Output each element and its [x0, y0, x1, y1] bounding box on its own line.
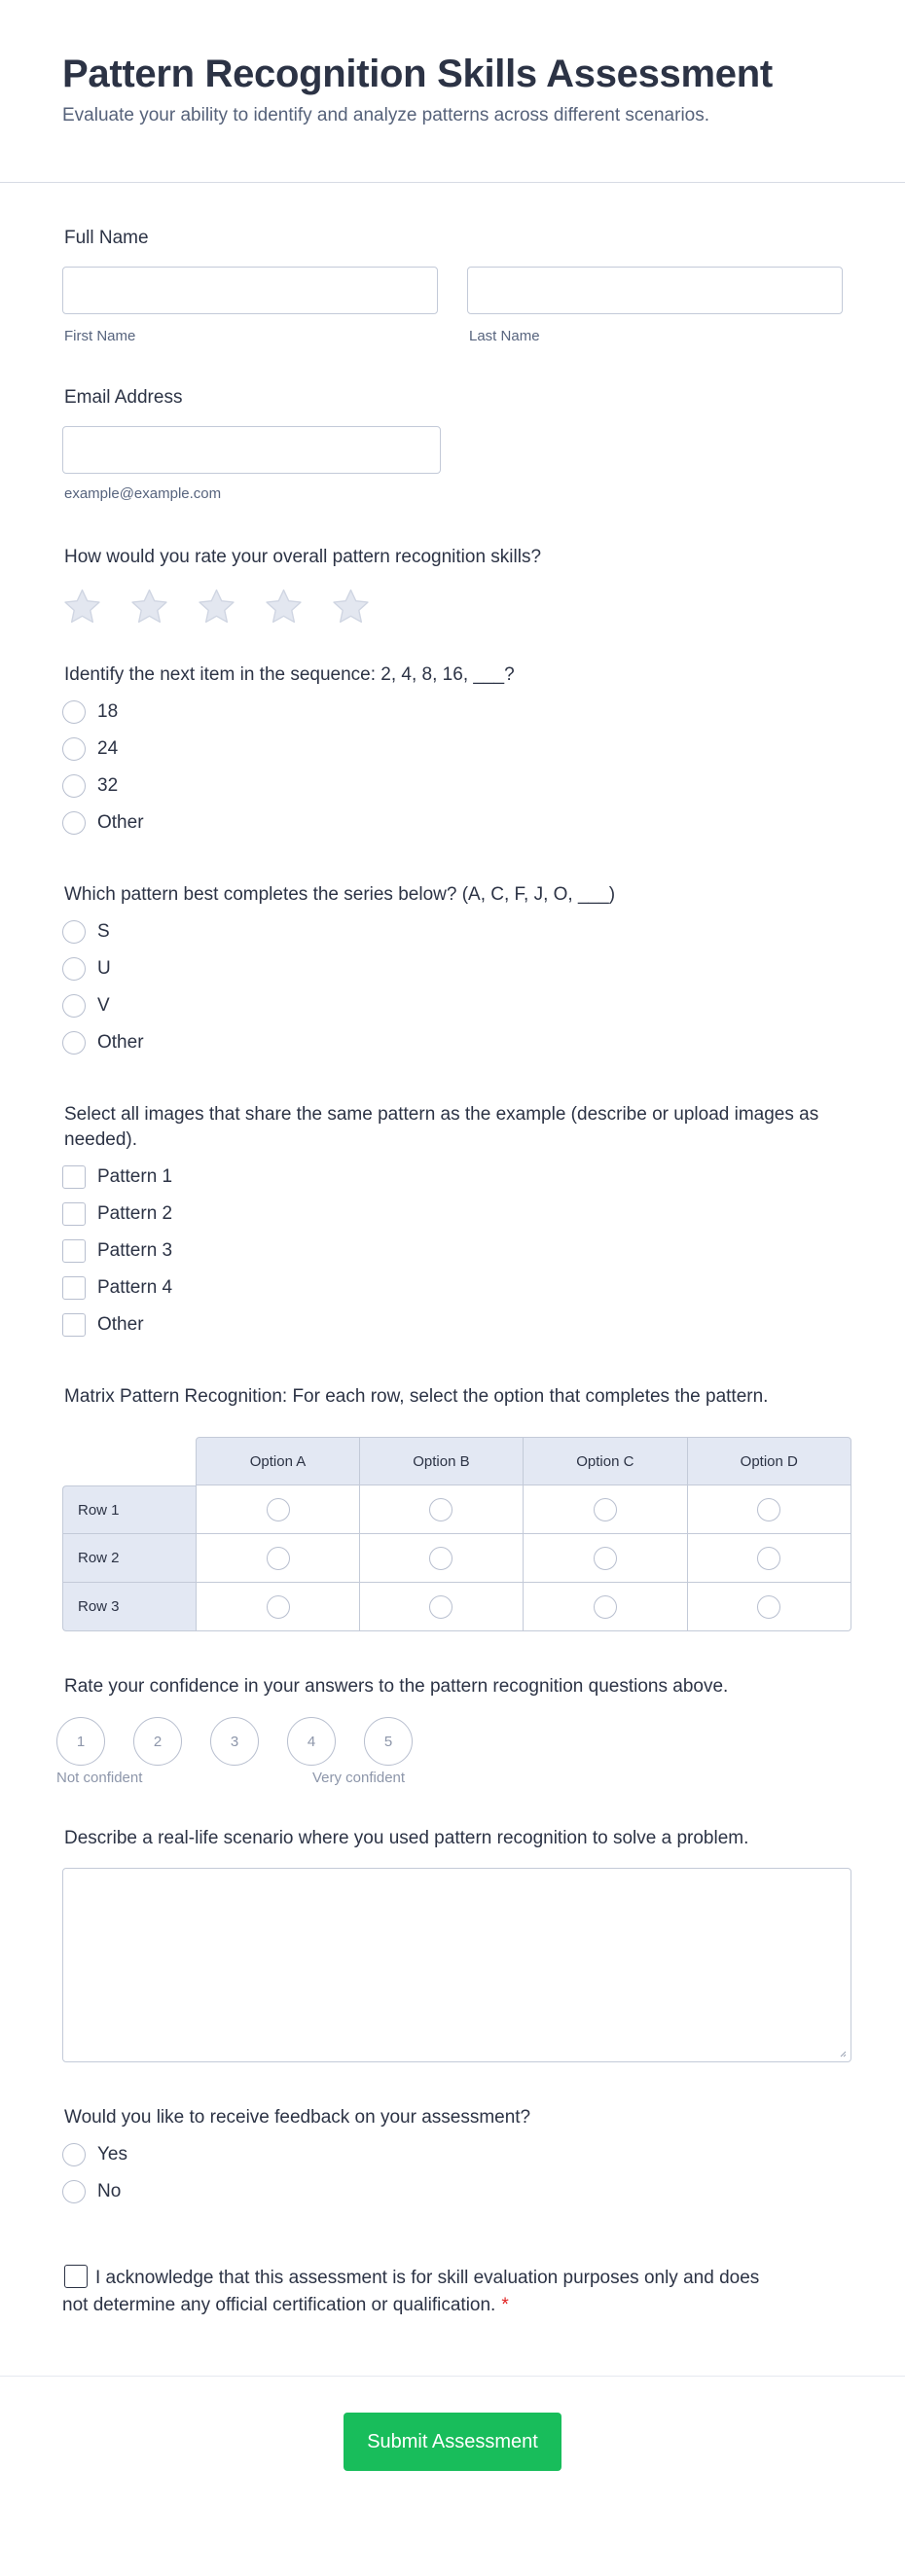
series-question-label: Which pattern best completes the series below? (A, C, F, J, O, ___) [64, 884, 616, 905]
confidence-question-label: Rate your confidence in your answers to the pattern recognition questions above. [64, 1676, 729, 1697]
first-name-input[interactable] [62, 267, 438, 314]
email-input[interactable] [62, 426, 441, 474]
scale-low-label: Not confident [56, 1770, 143, 1786]
star-rating-label: How would you rate your overall pattern recognition skills? [64, 547, 542, 567]
email-field [62, 344, 843, 502]
submit-button[interactable]: Submit Assessment [344, 2413, 561, 2471]
images-option[interactable]: Other [62, 1306, 843, 1343]
radio-button[interactable] [62, 2180, 86, 2203]
matrix-radio[interactable] [267, 1547, 290, 1570]
matrix-row-header: Row 1 [62, 1485, 196, 1534]
star-icon[interactable] [264, 588, 304, 626]
sequence-question [62, 626, 843, 841]
last-name-sublabel: Last Name [469, 328, 540, 344]
radio-button[interactable] [62, 920, 86, 944]
star-icon[interactable] [197, 588, 236, 626]
matrix-radio[interactable] [429, 1547, 452, 1570]
images-option[interactable]: Pattern 2 [62, 1196, 843, 1233]
matrix-question-label: Matrix Pattern Recognition: For each row, select the option that completes the pattern. [64, 1386, 769, 1407]
series-question [62, 841, 843, 1061]
matrix-radio[interactable] [757, 1595, 780, 1619]
images-question-label: Select all images that share the same pattern as the example (describe or upload images as needed). [64, 1104, 819, 1150]
matrix-radio[interactable] [757, 1498, 780, 1521]
radio-button[interactable] [62, 737, 86, 761]
full-name-field [62, 183, 843, 344]
checkbox[interactable] [62, 1276, 86, 1300]
matrix-radio[interactable] [267, 1595, 290, 1619]
matrix-column-header: Option B [360, 1437, 524, 1485]
sequence-option[interactable]: 24 [62, 731, 843, 768]
radio-button[interactable] [62, 957, 86, 981]
matrix-question [62, 1343, 843, 1631]
star-icon[interactable] [331, 588, 371, 626]
checkbox[interactable] [62, 1165, 86, 1189]
acknowledge-checkbox-label[interactable] [62, 2265, 782, 2319]
matrix-row-header: Row 2 [62, 1534, 196, 1583]
checkbox[interactable] [62, 1202, 86, 1226]
radio-button[interactable] [62, 2143, 86, 2166]
matrix-radio[interactable] [594, 1595, 617, 1619]
images-option[interactable]: Pattern 4 [62, 1270, 843, 1306]
scale-option[interactable]: 5 [364, 1717, 413, 1766]
radio-button[interactable] [62, 994, 86, 1018]
last-name-input[interactable] [467, 267, 843, 314]
radio-button[interactable] [62, 774, 86, 798]
radio-button[interactable] [62, 700, 86, 724]
acknowledge-text: I acknowledge that this assessment is for skill evaluation purposes only and does not determine any official certification or qualification. [62, 2268, 760, 2315]
full-name-label: Full Name [64, 228, 149, 248]
sequence-option[interactable]: 18 [62, 694, 843, 731]
series-option[interactable]: V [62, 987, 843, 1024]
feedback-option-yes[interactable]: Yes [62, 2136, 843, 2173]
matrix-radio[interactable] [429, 1595, 452, 1619]
series-option[interactable]: S [62, 913, 843, 950]
matrix-row [62, 1583, 851, 1631]
matrix-radio[interactable] [757, 1547, 780, 1570]
star-icon[interactable] [62, 588, 102, 626]
matrix-column-header: Option A [196, 1437, 359, 1485]
checkbox[interactable] [62, 1239, 86, 1263]
feedback-option-no[interactable]: No [62, 2173, 843, 2210]
form-footer [0, 2376, 905, 2517]
confidence-scale [56, 1717, 843, 1766]
form-title: Pattern Recognition Skills Assessment [62, 53, 773, 95]
matrix-radio[interactable] [594, 1498, 617, 1521]
matrix-radio[interactable] [594, 1547, 617, 1570]
sequence-option[interactable]: Other [62, 805, 843, 841]
acknowledge-checkbox[interactable] [64, 2265, 88, 2288]
scale-option[interactable]: 3 [210, 1717, 259, 1766]
form-subtitle: Evaluate your ability to identify and analyze patterns across different scenarios. [62, 105, 710, 125]
star-rating-field [62, 502, 843, 626]
star-rating [62, 588, 843, 626]
matrix-radio[interactable] [267, 1498, 290, 1521]
first-name-sublabel: First Name [64, 328, 136, 344]
form-header [0, 0, 905, 183]
checkbox[interactable] [62, 1313, 86, 1337]
images-option[interactable]: Pattern 3 [62, 1233, 843, 1270]
matrix-radio[interactable] [429, 1498, 452, 1521]
matrix-row [62, 1485, 851, 1534]
feedback-question-label: Would you like to receive feedback on your assessment? [64, 2107, 531, 2128]
scale-high-label: Very confident [312, 1770, 406, 1786]
form-body [0, 183, 905, 2319]
confidence-question [56, 1631, 843, 1789]
radio-button[interactable] [62, 811, 86, 835]
scenario-question [62, 1789, 843, 2062]
matrix-column-header: Option C [524, 1437, 687, 1485]
series-option[interactable]: U [62, 950, 843, 987]
acknowledge-field [62, 2210, 782, 2319]
scenario-question-label: Describe a real-life scenario where you used pattern recognition to solve a problem. [64, 1828, 749, 1848]
scale-option[interactable]: 2 [133, 1717, 182, 1766]
matrix-column-header: Option D [688, 1437, 851, 1485]
matrix-row-header: Row 3 [62, 1583, 196, 1631]
email-sublabel: example@example.com [64, 485, 222, 502]
star-icon[interactable] [129, 588, 169, 626]
images-option[interactable]: Pattern 1 [62, 1159, 843, 1196]
sequence-question-label: Identify the next item in the sequence: 2, 4, 8, 16, ___? [64, 664, 515, 685]
scale-option[interactable]: 4 [287, 1717, 336, 1766]
scale-option[interactable]: 1 [56, 1717, 105, 1766]
scenario-textarea[interactable] [62, 1868, 851, 2062]
resize-handle-icon[interactable] [839, 2050, 847, 2057]
matrix-table [62, 1437, 851, 1631]
images-question [62, 1061, 843, 1343]
feedback-question [62, 2062, 843, 2210]
email-label: Email Address [64, 387, 183, 408]
sequence-option[interactable]: 32 [62, 768, 843, 805]
series-option[interactable]: Other [62, 1024, 843, 1061]
matrix-row [62, 1534, 851, 1583]
required-asterisk: * [501, 2295, 509, 2315]
radio-button[interactable] [62, 1031, 86, 1055]
